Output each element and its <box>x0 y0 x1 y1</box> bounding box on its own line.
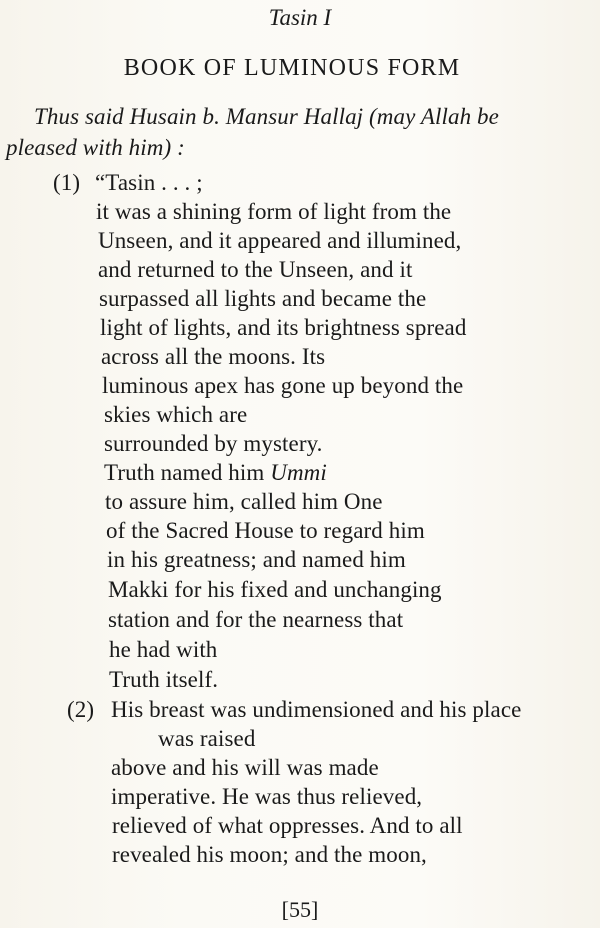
intro-line: pleased with him) : <box>6 135 185 160</box>
text-line: was raised <box>158 726 256 751</box>
text-line: His breast was undimensioned and his place <box>111 697 522 722</box>
text-line: surpassed all lights and became the <box>99 286 427 311</box>
text-line: of the Sacred House to regard him <box>106 518 425 543</box>
book-title: BOOK OF LUMINOUS FORM <box>123 55 461 81</box>
text-line: relieved of what oppresses. And to all <box>112 813 463 838</box>
text-line: Truth itself. <box>109 667 219 692</box>
text-line: Makki for his fixed and unchanging <box>108 577 442 602</box>
emphasis-word: Ummi <box>270 460 327 485</box>
text-line: Unseen, and it appeared and illumined, <box>98 228 462 253</box>
text-line: “Tasin . . . ; <box>95 170 203 195</box>
text-line: imperative. He was thus relieved, <box>111 784 423 809</box>
text-line: above and his will was made <box>111 755 379 780</box>
text-line: revealed his moon; and the moon, <box>112 842 427 867</box>
text-line: it was a shining form of light from the <box>96 199 452 224</box>
running-head: Tasin I <box>268 5 332 30</box>
text-line: luminous apex has gone up beyond the <box>102 373 464 398</box>
paragraph-number: (1) <box>53 170 81 195</box>
text-line: station and for the nearness that <box>108 607 404 632</box>
text-line: he had with <box>109 637 218 662</box>
text-line-ummi <box>104 459 327 487</box>
text-line: and returned to the Unseen, and it <box>98 257 413 282</box>
page-number: [55] <box>281 897 319 922</box>
text-line: in his greatness; and named him <box>107 547 406 572</box>
text-line: skies which are <box>104 402 248 427</box>
text-line: surrounded by mystery. <box>104 431 323 456</box>
intro-line: Thus said Husain b. Mansur Hallaj (may Allah be <box>34 104 499 129</box>
text-line: to assure him, called him One <box>105 489 383 514</box>
paragraph-number: (2) <box>67 697 95 722</box>
text-segment: Truth named him <box>104 460 271 485</box>
text-line: across all the moons. Its <box>101 344 326 369</box>
text-line: light of lights, and its brightness spread <box>100 315 467 340</box>
